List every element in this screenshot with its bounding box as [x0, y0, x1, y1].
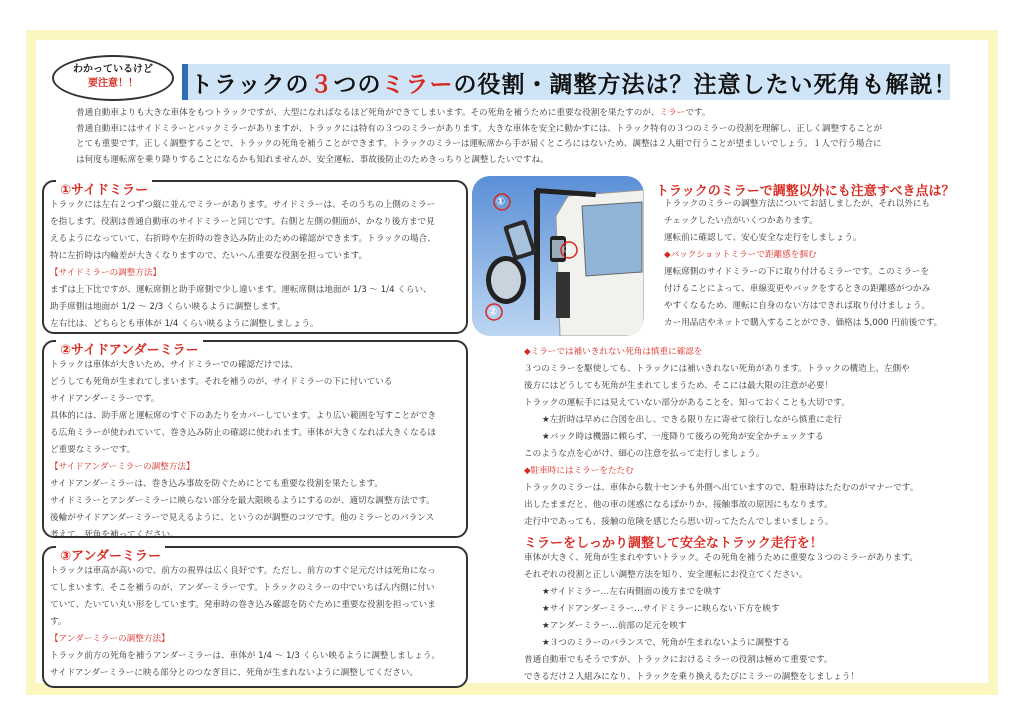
- right1-subline: 運転席側のサイドミラーの下に取り付けるミラーです。このミラーを: [664, 267, 930, 277]
- title-pre: トラックの: [190, 72, 310, 98]
- right-heading-1: トラックのミラーで調整以外にも注意すべき点は？: [656, 184, 955, 199]
- right3-line: ★サイドミラー…左右両側面の後方までを映す: [542, 587, 721, 597]
- blind-spot-subheading: ◆ミラーでは補いきれない死角は慎重に確認を: [524, 347, 703, 357]
- right2-line: 後方にはどうしても死角が生まれてしまうため、そこには最大限の注意が必要！: [524, 381, 834, 391]
- right2-line: 走行中であっても、接触の危険を感じたら思い切ってたたんでしまいましょう。: [524, 517, 834, 527]
- side-mirror-heading: ①サイドミラー: [56, 179, 152, 198]
- parking-subheading: ◆駐車時にはミラーをたたむ: [524, 466, 634, 476]
- right1-subline: 付けることによって、車線変更やバックをするときの距離感がつかみ: [664, 284, 931, 294]
- right2-line: トラックの運転手には見えていない部分があることを、知っておくことも大切です。: [524, 398, 850, 408]
- speech-bubble-badge: [52, 55, 174, 101]
- front-adj-line: サイドアンダーミラーに映る部分とのつなぎ目に、死角が生まれないように調整してください。: [50, 668, 418, 678]
- side-adjust-subheading: 【サイドミラーの調整方法】: [50, 268, 162, 278]
- intro-line2: 普通自動車にはサイドミラーとバックミラーがありますが、トラックには特有の３つのミラーがあります。大きな車体を安全に動かすには、トラック特有の３つのミラーの役割を理解し、正しく調整することが: [76, 123, 883, 134]
- intro-line4: は何度も運転席を乗り降りすることになるかも知れませんが、安全運転、事故後防止のためきっちりと調整したいですね。: [76, 154, 549, 165]
- right-section-3-body: [524, 550, 918, 686]
- front-line: す。: [50, 617, 67, 627]
- side-line: トラックには左右２つずつ縦に並んでミラーがあります。サイドミラーは、そのうちの上側のミラー: [50, 200, 436, 210]
- under-adj-line: サイドミラーとアンダーミラーに映らない部分を最大限映るようにするのが、適切な調整方法です。: [50, 496, 435, 506]
- under-line: どうしても死角が生まれてしまいます。それを補うのが、サイドミラーの下に付いている: [50, 377, 393, 387]
- right1-line: 運転前に確認して、安心安全な走行をしましょう。: [664, 233, 862, 243]
- photo-label-1: ①: [496, 195, 506, 208]
- truck-mirror-photo: [472, 176, 644, 336]
- right3-line: 車体が大きく、死角が生まれやすいトラック。その死角を補うために重要な３つのミラーがあります。: [524, 553, 918, 563]
- right2-line: ★左折時は早めに合図を出し、できる限り左に寄せて徐行しながら慎重に走行: [542, 415, 842, 425]
- under-line: サイドアンダーミラーです。: [50, 394, 160, 404]
- under-adj-line: 後輪がサイドアンダーミラーで見えるように、というのが調整のコツです。他のミラーとのバランス: [50, 513, 435, 523]
- front-line: ていて、たいてい丸い形をしています。発車時の巻き込み確認を防ぐために重要な役割を担っていま: [50, 600, 436, 610]
- right2-line: ３つのミラーを駆使しても、トラックには補いきれない死角があります。トラックの構造上、左側や: [524, 364, 910, 374]
- under-mirror-body: [50, 563, 440, 682]
- side-line: えるようになっていて、右折時や左折時の巻き込み防止のための確認ができます。トラックの場合、: [50, 234, 436, 244]
- side-under-mirror-heading: ②サイドアンダーミラー: [56, 339, 203, 358]
- side-adj-line: 助手席側は地面が 1/2 〜 2/3 くらい映るように調整します。: [50, 302, 286, 312]
- badge-line1: わかっているけど: [73, 64, 153, 75]
- right3-line: 普通自動車でもそうですが、トラックにおけるミラーの役割は極めて重要です。: [524, 655, 833, 665]
- intro-l1b: です。: [685, 108, 711, 118]
- right3-line: ★アンダーミラー…前部の足元を映す: [542, 621, 687, 631]
- side-under-mirror-body: [50, 357, 436, 544]
- title-post: の役割・調整方法は？注意したい死角も解説！: [453, 72, 958, 98]
- right1-line: チェックしたい点がいくつかあります。: [664, 216, 818, 226]
- front-adjust-subheading: 【アンダーミラーの調整方法】: [50, 634, 170, 644]
- title-red: ミラー: [381, 72, 454, 98]
- front-adj-line: トラック前方の死角を補うアンダーミラーは、車体が 1/4 〜 1/3 くらい映るように調整しましょう。: [50, 651, 441, 661]
- under-mirror-heading: ③アンダーミラー: [56, 545, 165, 564]
- side-mirror-body: [50, 197, 436, 333]
- right2-line: このような点を心がけ、細心の注意を払って走行しましょう。: [524, 449, 765, 459]
- right3-line: できるだけ２人組みになり、トラックを乗り換えるたびにミラーの調整をしましょう！: [524, 672, 859, 682]
- right3-line: ★サイドアンダーミラー…サイドミラーに映らない下方を映す: [542, 604, 780, 614]
- side-line: を指します。役割は普通自動車のサイドミラーと同じです。右側と左側の側面が、かなり後方まで見: [50, 217, 435, 227]
- right2-line: 出したままだと、他の車の迷惑になるばかりか、接触事故の原因にもなります。: [524, 500, 833, 510]
- title-mid: つの: [333, 72, 382, 98]
- page-title: [190, 66, 958, 99]
- right-section-1-body: [664, 196, 942, 332]
- side-line: 特に左折時は内輪差が大きくなりますので、たいへん重要な役割を担っています。: [50, 251, 368, 261]
- badge-line2: 要注意！！: [88, 78, 138, 89]
- front-line: てしまいます。そこを補うのが、アンダーミラーです。トラックのミラーの中でいちばん内側に付い: [50, 583, 435, 593]
- front-line: トラックは車高が高いので、前方の視界は広く良好です。ただし、前方のすぐ足元だけは死角になっ: [50, 566, 436, 576]
- photo-label-3: ③: [563, 243, 573, 256]
- under-adj-line: 考えて、死角を補ってください。: [50, 530, 179, 540]
- right1-subline: カー用品店やネットで購入することができ、価格は 5,000 円前後です。: [664, 318, 943, 328]
- intro-line1: [76, 106, 948, 122]
- under-adjust-subheading: 【サイドアンダーミラーの調整方法】: [50, 462, 195, 472]
- right3-line: それぞれの役割と正しい調整方法を知り、安全運転にお役立てください。: [524, 570, 808, 580]
- intro-l1red: ミラー: [659, 108, 686, 118]
- right-section-2-body: [524, 344, 918, 531]
- side-adj-line: まずは上下比ですが、運転席側と助手席側で少し違います。運転席側は地面が 1/3 〜 1/4 くらい、: [50, 285, 432, 295]
- under-line: る広角ミラーが使われていて、巻き込み防止の確認に使われます。車体が大きくなれば大きくなるほ: [50, 428, 436, 438]
- under-line: トラックは車体が大きいため、サイドミラーでの確認だけでは、: [50, 360, 299, 370]
- title-num: ３: [309, 72, 334, 98]
- under-line: 具体的には、助手席と運転席のすぐ下のあたりをカバーしています。より広い範囲を写すことができ: [50, 411, 437, 421]
- right-heading-3: ミラーをしっかり調整して安全なトラック走行を！: [524, 536, 823, 551]
- photo-label-2: ②: [488, 305, 498, 318]
- right1-subline: やすくなるため、運転に自身のない方はできれば取り付けましょう。: [664, 301, 931, 311]
- right3-line: ★３つのミラーのバランスで、死角が生まれないように調整する: [542, 638, 790, 648]
- intro-line3: とても重要です。正しく調整することで、トラックの死角を補うことができます。トラックのミラーは運転席から手が届くところにはないため、調整は２人組で行うことが望ましいでしょう。１人で行う場合に: [76, 139, 882, 149]
- backshot-mirror-subheading: ◆バックショットミラーで距離感を掴む: [664, 250, 817, 260]
- under-adj-line: サイドアンダーミラーは、巻き込み事故を防ぐためにとても重要な役割を果たします。: [50, 479, 383, 489]
- side-adj-line: 左右比は、どちらとも車体が 1/4 くらい映るように調整しましょう。: [50, 319, 319, 329]
- intro-text: [76, 106, 948, 168]
- under-line: ど重要なミラーです。: [50, 445, 136, 455]
- right2-line: トラックのミラーは、車体から数十センチも外側へ出ていますので、駐車時はたたむのがマナーです。: [524, 483, 919, 493]
- right1-line: トラックのミラーの調整方法についてお話しましたが、それ以外にも: [664, 199, 931, 209]
- right2-line: ★バック時は機器に頼らず、一度降りて後ろの死角が安全かチェックする: [542, 432, 824, 442]
- intro-l1a: 普通自動車よりも大きな車体をもつトラックですが、大型になればなるほど死角ができてしまいます。その死角を補うために重要な役割を果たすのが、: [76, 108, 660, 118]
